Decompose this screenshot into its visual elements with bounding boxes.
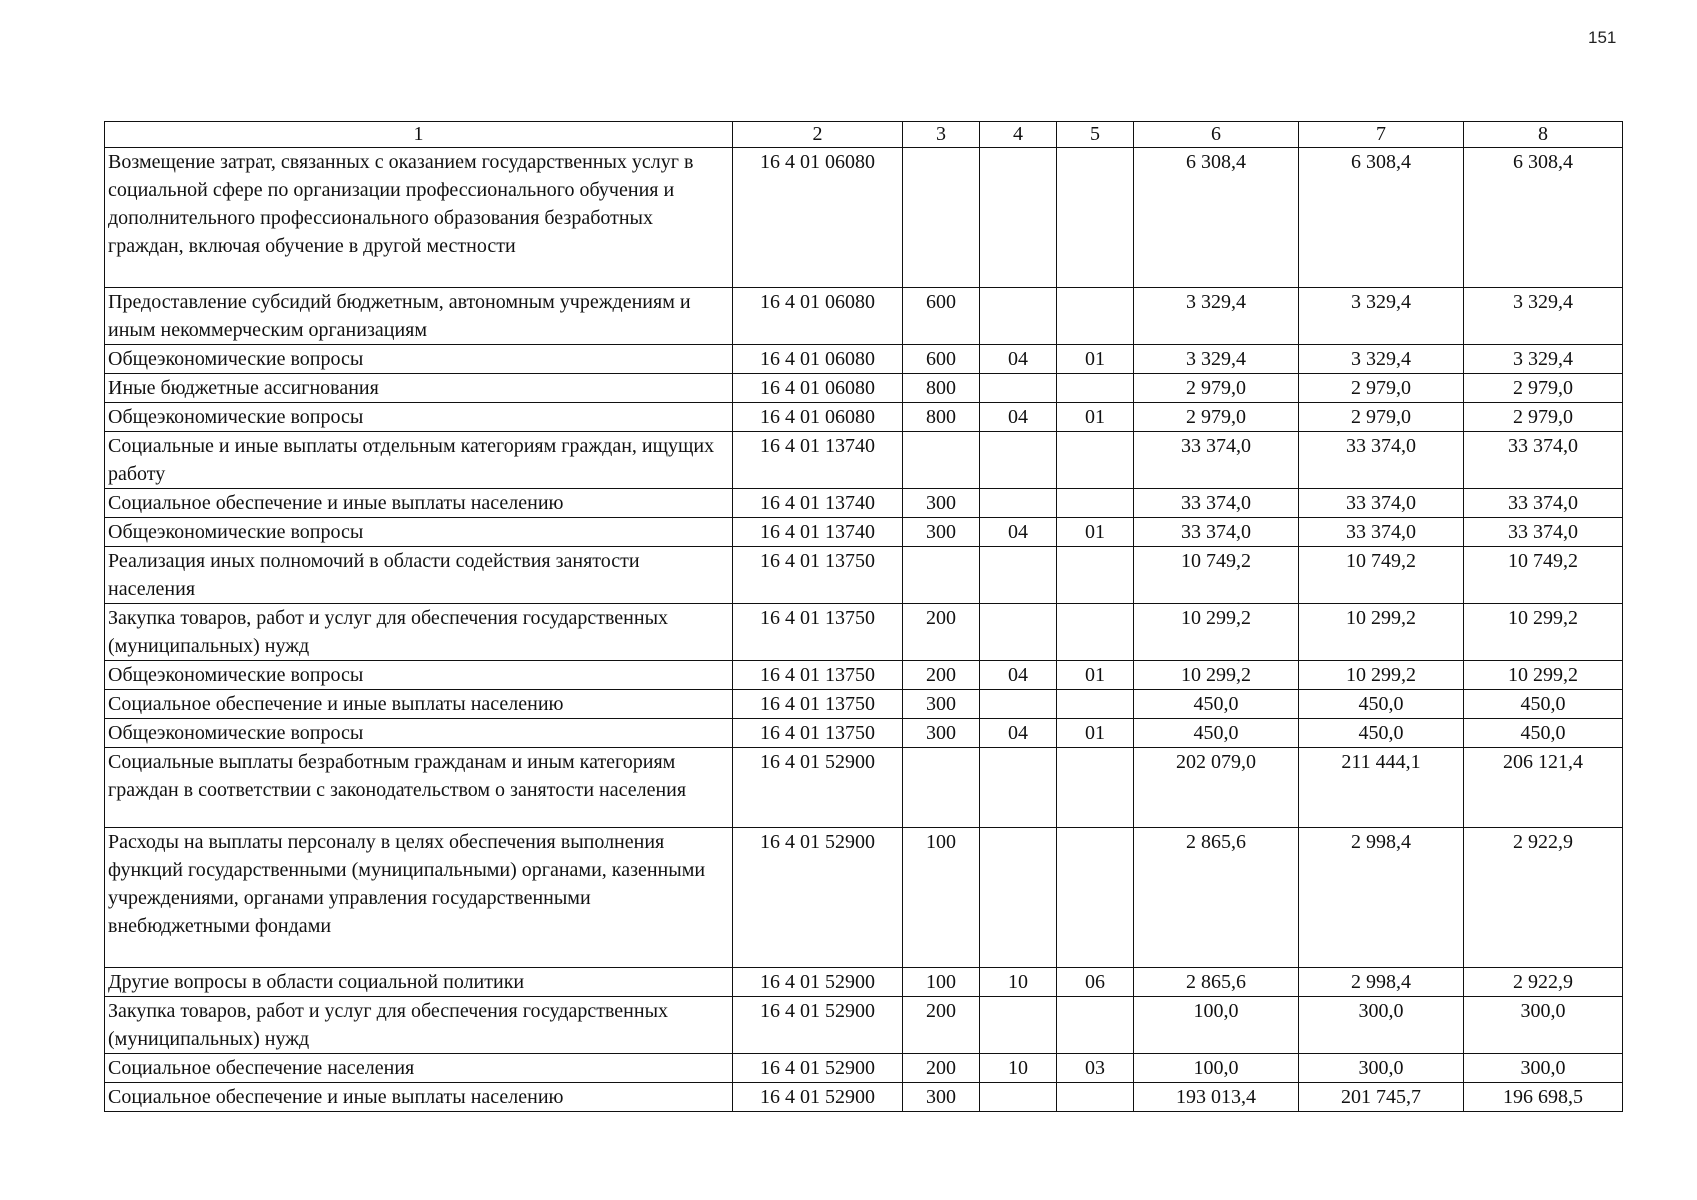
section-cell: 04 (980, 345, 1057, 374)
section-cell (980, 288, 1057, 345)
subsection-cell: 01 (1057, 403, 1134, 432)
amount-year3-cell: 300,0 (1464, 1054, 1623, 1083)
subsection-cell (1057, 547, 1134, 604)
target-article-cell: 16 4 01 13740 (733, 518, 903, 547)
section-cell: 10 (980, 1054, 1057, 1083)
section-cell (980, 690, 1057, 719)
target-article-cell: 16 4 01 13750 (733, 719, 903, 748)
subsection-cell (1057, 828, 1134, 968)
subsection-cell: 01 (1057, 661, 1134, 690)
row-name-cell: Предоставление субсидий бюджетным, автономным учреждениям и иным некоммерческим организациям (105, 288, 733, 345)
section-cell (980, 547, 1057, 604)
subsection-cell: 01 (1057, 719, 1134, 748)
amount-year2-cell: 33 374,0 (1299, 489, 1464, 518)
section-cell (980, 1083, 1057, 1112)
table-row (105, 748, 1623, 828)
header-cell: 5 (1057, 122, 1134, 148)
header-row (105, 122, 1623, 148)
target-article-cell: 16 4 01 13750 (733, 547, 903, 604)
section-cell (980, 148, 1057, 288)
amount-year1-cell: 10 299,2 (1134, 661, 1299, 690)
amount-year2-cell: 211 444,1 (1299, 748, 1464, 828)
target-article-cell: 16 4 01 52900 (733, 997, 903, 1054)
target-article-cell: 16 4 01 52900 (733, 748, 903, 828)
amount-year1-cell: 2 979,0 (1134, 374, 1299, 403)
table-row (105, 828, 1623, 968)
amount-year2-cell: 300,0 (1299, 997, 1464, 1054)
expense-type-cell: 300 (903, 1083, 980, 1112)
amount-year2-cell: 3 329,4 (1299, 345, 1464, 374)
expense-type-cell: 300 (903, 518, 980, 547)
amount-year1-cell: 33 374,0 (1134, 518, 1299, 547)
amount-year1-cell: 202 079,0 (1134, 748, 1299, 828)
amount-year2-cell: 3 329,4 (1299, 288, 1464, 345)
amount-year1-cell: 6 308,4 (1134, 148, 1299, 288)
section-cell (980, 748, 1057, 828)
amount-year1-cell: 2 979,0 (1134, 403, 1299, 432)
header-cell: 3 (903, 122, 980, 148)
expense-type-cell: 200 (903, 1054, 980, 1083)
header-cell: 8 (1464, 122, 1623, 148)
amount-year2-cell: 450,0 (1299, 690, 1464, 719)
target-article-cell: 16 4 01 13750 (733, 661, 903, 690)
row-name-cell: Социальное обеспечение и иные выплаты населению (105, 1083, 733, 1112)
expense-type-cell: 100 (903, 968, 980, 997)
expense-type-cell: 100 (903, 828, 980, 968)
expense-type-cell: 800 (903, 403, 980, 432)
row-name-cell: Общеэкономические вопросы (105, 403, 733, 432)
table-row (105, 518, 1623, 547)
amount-year3-cell: 2 922,9 (1464, 968, 1623, 997)
budget-table (104, 121, 1623, 1112)
amount-year1-cell: 3 329,4 (1134, 288, 1299, 345)
row-name-cell: Общеэкономические вопросы (105, 719, 733, 748)
table-row (105, 403, 1623, 432)
table-row (105, 604, 1623, 661)
target-article-cell: 16 4 01 06080 (733, 374, 903, 403)
header-cell: 7 (1299, 122, 1464, 148)
expense-type-cell: 600 (903, 288, 980, 345)
table-body (105, 148, 1623, 1112)
amount-year1-cell: 10 299,2 (1134, 604, 1299, 661)
row-name-cell: Социальное обеспечение и иные выплаты населению (105, 690, 733, 719)
row-name-cell: Реализация иных полномочий в области содействия занятости населения (105, 547, 733, 604)
section-cell: 04 (980, 661, 1057, 690)
expense-type-cell (903, 432, 980, 489)
amount-year3-cell: 450,0 (1464, 690, 1623, 719)
target-article-cell: 16 4 01 06080 (733, 403, 903, 432)
amount-year3-cell: 6 308,4 (1464, 148, 1623, 288)
expense-type-cell: 600 (903, 345, 980, 374)
amount-year3-cell: 206 121,4 (1464, 748, 1623, 828)
amount-year3-cell: 2 922,9 (1464, 828, 1623, 968)
table-row (105, 374, 1623, 403)
subsection-cell: 01 (1057, 518, 1134, 547)
expense-type-cell: 300 (903, 489, 980, 518)
row-name-cell: Общеэкономические вопросы (105, 345, 733, 374)
amount-year1-cell: 100,0 (1134, 1054, 1299, 1083)
amount-year2-cell: 2 998,4 (1299, 828, 1464, 968)
subsection-cell (1057, 690, 1134, 719)
page-number: 151 (1588, 28, 1617, 47)
expense-type-cell: 200 (903, 604, 980, 661)
amount-year3-cell: 196 698,5 (1464, 1083, 1623, 1112)
amount-year2-cell: 2 979,0 (1299, 374, 1464, 403)
table-row (105, 288, 1623, 345)
amount-year1-cell: 450,0 (1134, 690, 1299, 719)
section-cell (980, 489, 1057, 518)
expense-type-cell: 200 (903, 661, 980, 690)
expense-type-cell: 300 (903, 719, 980, 748)
section-cell: 10 (980, 968, 1057, 997)
amount-year3-cell: 3 329,4 (1464, 288, 1623, 345)
amount-year3-cell: 10 299,2 (1464, 661, 1623, 690)
expense-type-cell (903, 547, 980, 604)
amount-year2-cell: 300,0 (1299, 1054, 1464, 1083)
subsection-cell (1057, 1083, 1134, 1112)
row-name-cell: Общеэкономические вопросы (105, 518, 733, 547)
amount-year3-cell: 33 374,0 (1464, 518, 1623, 547)
target-article-cell: 16 4 01 06080 (733, 148, 903, 288)
expense-type-cell: 800 (903, 374, 980, 403)
amount-year2-cell: 2 998,4 (1299, 968, 1464, 997)
section-cell: 04 (980, 719, 1057, 748)
subsection-cell (1057, 288, 1134, 345)
row-name-cell: Социальное обеспечение населения (105, 1054, 733, 1083)
row-name-cell: Закупка товаров, работ и услуг для обеспечения государственных (муниципальных) нужд (105, 604, 733, 661)
target-article-cell: 16 4 01 06080 (733, 288, 903, 345)
amount-year2-cell: 10 299,2 (1299, 604, 1464, 661)
header-cell: 2 (733, 122, 903, 148)
amount-year3-cell: 300,0 (1464, 997, 1623, 1054)
table-row (105, 345, 1623, 374)
amount-year2-cell: 33 374,0 (1299, 432, 1464, 489)
amount-year1-cell: 450,0 (1134, 719, 1299, 748)
expense-type-cell (903, 748, 980, 828)
table-row (105, 1054, 1623, 1083)
amount-year1-cell: 100,0 (1134, 997, 1299, 1054)
amount-year1-cell: 10 749,2 (1134, 547, 1299, 604)
section-cell (980, 604, 1057, 661)
row-name-cell: Общеэкономические вопросы (105, 661, 733, 690)
target-article-cell: 16 4 01 52900 (733, 968, 903, 997)
section-cell (980, 432, 1057, 489)
table-row (105, 997, 1623, 1054)
amount-year2-cell: 2 979,0 (1299, 403, 1464, 432)
table-row (105, 661, 1623, 690)
subsection-cell (1057, 374, 1134, 403)
header-cell: 1 (105, 122, 733, 148)
table-row (105, 547, 1623, 604)
table-row (105, 148, 1623, 288)
row-name-cell: Социальное обеспечение и иные выплаты населению (105, 489, 733, 518)
amount-year2-cell: 10 749,2 (1299, 547, 1464, 604)
amount-year1-cell: 33 374,0 (1134, 489, 1299, 518)
amount-year1-cell: 33 374,0 (1134, 432, 1299, 489)
subsection-cell: 06 (1057, 968, 1134, 997)
subsection-cell (1057, 432, 1134, 489)
table-row (105, 1083, 1623, 1112)
amount-year3-cell: 2 979,0 (1464, 374, 1623, 403)
amount-year2-cell: 6 308,4 (1299, 148, 1464, 288)
section-cell (980, 997, 1057, 1054)
target-article-cell: 16 4 01 52900 (733, 1083, 903, 1112)
amount-year3-cell: 450,0 (1464, 719, 1623, 748)
amount-year1-cell: 193 013,4 (1134, 1083, 1299, 1112)
amount-year3-cell: 33 374,0 (1464, 432, 1623, 489)
row-name-cell: Возмещение затрат, связанных с оказанием государственных услуг в социальной сфере по организации профессионального обучения и дополнительного профессионального образования безработных граждан, включая обучение в другой местности (105, 148, 733, 288)
amount-year3-cell: 2 979,0 (1464, 403, 1623, 432)
target-article-cell: 16 4 01 06080 (733, 345, 903, 374)
header-cell: 4 (980, 122, 1057, 148)
table-row (105, 489, 1623, 518)
row-name-cell: Иные бюджетные ассигнования (105, 374, 733, 403)
table-row (105, 968, 1623, 997)
amount-year1-cell: 3 329,4 (1134, 345, 1299, 374)
subsection-cell: 03 (1057, 1054, 1134, 1083)
row-name-cell: Расходы на выплаты персоналу в целях обеспечения выполнения функций государственными (муниципальными) органами, казенными учреждениями, органами управления государственными внебюджетными фондами (105, 828, 733, 968)
amount-year3-cell: 10 299,2 (1464, 604, 1623, 661)
amount-year3-cell: 33 374,0 (1464, 489, 1623, 518)
expense-type-cell (903, 148, 980, 288)
row-name-cell: Социальные и иные выплаты отдельным категориям граждан, ищущих работу (105, 432, 733, 489)
expense-type-cell: 300 (903, 690, 980, 719)
amount-year2-cell: 33 374,0 (1299, 518, 1464, 547)
row-name-cell: Другие вопросы в области социальной политики (105, 968, 733, 997)
subsection-cell (1057, 489, 1134, 518)
amount-year2-cell: 450,0 (1299, 719, 1464, 748)
table-row (105, 432, 1623, 489)
subsection-cell (1057, 748, 1134, 828)
row-name-cell: Социальные выплаты безработным гражданам и иным категориям граждан в соответствии с законодательством о занятости населения (105, 748, 733, 828)
section-cell (980, 374, 1057, 403)
table-row (105, 690, 1623, 719)
target-article-cell: 16 4 01 52900 (733, 1054, 903, 1083)
target-article-cell: 16 4 01 13750 (733, 690, 903, 719)
row-name-cell: Закупка товаров, работ и услуг для обеспечения государственных (муниципальных) нужд (105, 997, 733, 1054)
target-article-cell: 16 4 01 52900 (733, 828, 903, 968)
amount-year3-cell: 3 329,4 (1464, 345, 1623, 374)
amount-year2-cell: 10 299,2 (1299, 661, 1464, 690)
subsection-cell (1057, 604, 1134, 661)
amount-year2-cell: 201 745,7 (1299, 1083, 1464, 1112)
subsection-cell: 01 (1057, 345, 1134, 374)
subsection-cell (1057, 997, 1134, 1054)
amount-year1-cell: 2 865,6 (1134, 968, 1299, 997)
section-cell: 04 (980, 403, 1057, 432)
expense-type-cell: 200 (903, 997, 980, 1054)
section-cell: 04 (980, 518, 1057, 547)
amount-year3-cell: 10 749,2 (1464, 547, 1623, 604)
target-article-cell: 16 4 01 13750 (733, 604, 903, 661)
subsection-cell (1057, 148, 1134, 288)
table-row (105, 719, 1623, 748)
target-article-cell: 16 4 01 13740 (733, 489, 903, 518)
header-cell: 6 (1134, 122, 1299, 148)
target-article-cell: 16 4 01 13740 (733, 432, 903, 489)
section-cell (980, 828, 1057, 968)
amount-year1-cell: 2 865,6 (1134, 828, 1299, 968)
